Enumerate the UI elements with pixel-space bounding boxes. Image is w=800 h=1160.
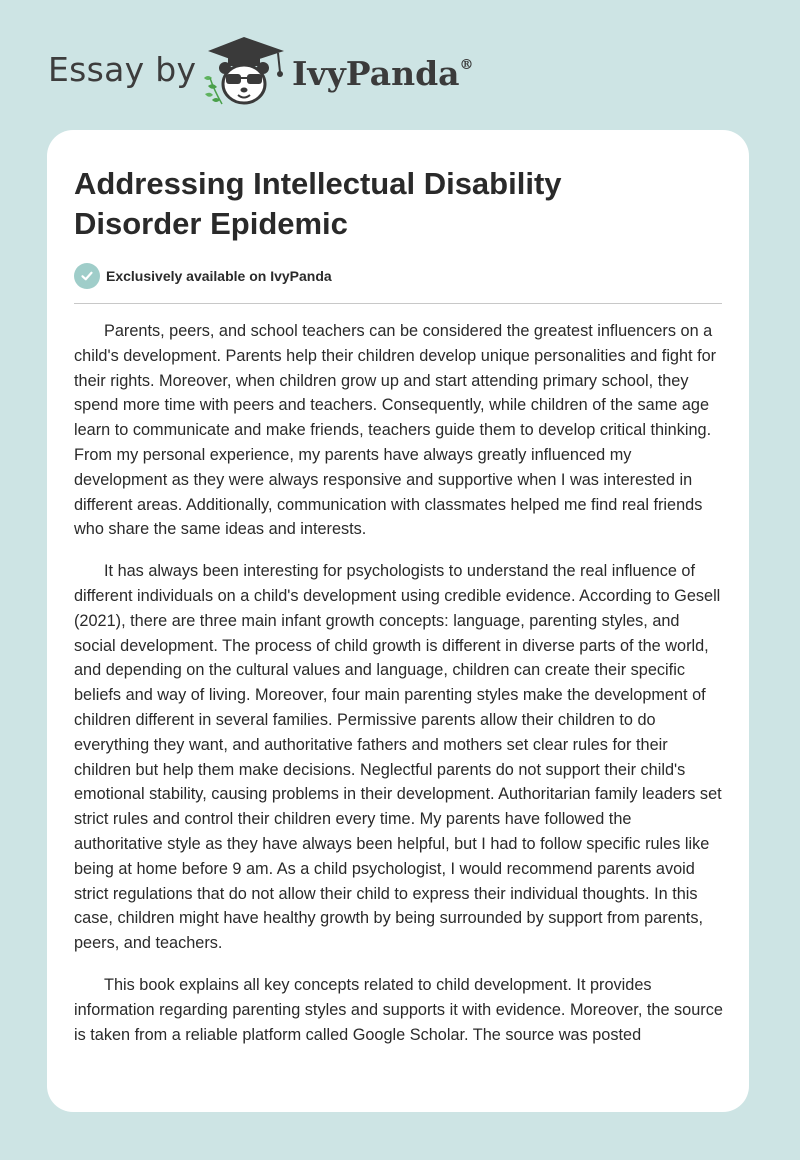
- paragraph-2: It has always been interesting for psychologists to understand the real influence of different individuals on a child's development using credible evidence. According to Gesell (2021), there are three main infant growth concepts: language, parenting styles, and social development. The process of child growth is different in diverse parts of the world, and depending on the cultural values and language, children can create their specific beliefs and way of living. Moreover, four main parenting styles make the development of children different in several families. Permissive parents allow their children to do everything they want, and authoritative fathers and mothers set clear rules for their children but help them make decisions. Neglectful parents do not support their child's emotional stability, causing problems in their development. Authoritarian family leaders set strict rules and control their children every time. My parents have followed the authoritative style as they have always been helpful, but I had to follow specific rules like being at home before 9 am. As a child psychologist, I would recommend parents avoid strict regulations that do not allow their child to express their individual thoughts. In this case, children might have healthy growth by being surrounded by support from parents, peers, and teachers.: [74, 562, 722, 953]
- brand-name[interactable]: [292, 54, 474, 93]
- check-circle-icon: [74, 263, 100, 289]
- essay-body: [74, 319, 724, 1064]
- paragraph-3: This book explains all key concepts related to child development. It provides information regarding parenting styles and supports it with evidence. Moreover, the source is taken from a reliable platform called Google Scholar. The source was posted: [74, 975, 723, 1044]
- site-header: [0, 0, 800, 130]
- essay-by-label: Essay by: [48, 50, 197, 89]
- panda-graduate-logo-icon[interactable]: [198, 34, 290, 108]
- exclusive-label: Exclusively available on IvyPanda: [106, 268, 332, 284]
- registered-mark: ®: [459, 57, 474, 73]
- title-divider: [74, 303, 722, 304]
- essay-card: [47, 130, 749, 1112]
- paragraph-1: Parents, peers, and school teachers can be considered the greatest influencers on a child's development. Parents help their children develop unique personalities and fight for their rights. Moreover, when children grow up and start attending primary school, they spend more time with peers and teachers. Consequently, while children of the same age learn to communicate and make friends, teachers guide them to develop critical thinking. From my personal experience, my parents have always greatly influenced my development as they were always responsive and supportive when I was interested in different areas. Additionally, communication with classmates helped me find real friends who share the same ideas and interests.: [74, 322, 717, 539]
- exclusive-badge: [74, 263, 332, 289]
- brand-text: IvyPanda: [292, 54, 460, 93]
- essay-title: Addressing Intellectual Disability Disorder Epidemic: [74, 166, 562, 241]
